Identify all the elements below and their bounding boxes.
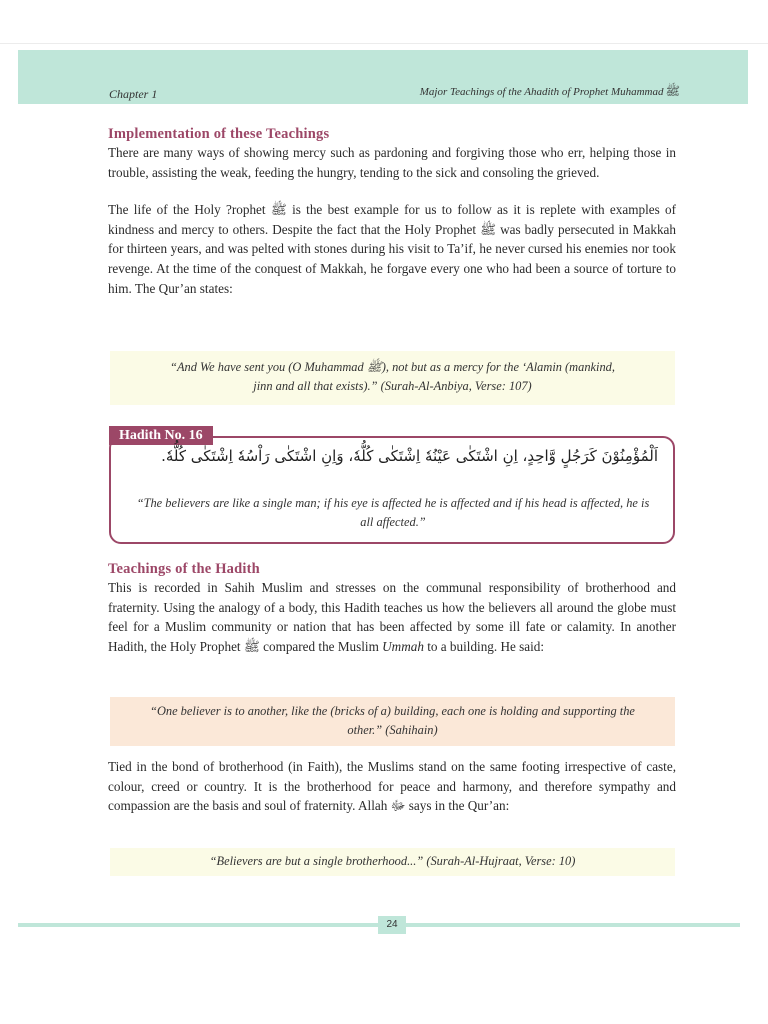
implementation-section (108, 126, 676, 298)
implementation-paragraph-1: There are many ways of showing mercy such as pardoning and forgiving those who err, helping those in trouble, assisting the weak, feeding the hungry, tending to the sick and consoling the grieved. (108, 145, 676, 180)
book-title-text: Major Teachings of the Ahadith of Prophet Muhammad (419, 86, 664, 98)
quran-quote-anbiya: “And We have sent you (O Muhammad ﷺ), not but as a mercy for the ‘Alamin (mankind, jinn and all that exists).” (Surah-Al-Anbiya, Verse: 107) (110, 351, 675, 405)
teachings-paragraph-1 (108, 578, 676, 656)
hadith-arabic-text: اَلْمُؤْمِنُوْنَ كَرَجُلٍ وَّاحِدٍ، اِنِ اشْتَكٰى عَيْنُهٗ اِشْتَكٰى كُلُّهٗ، وَاِنِ اشْتَكٰى رَاْسُهٗ اِشْتَكٰى كُلُّهٗ. (161, 447, 658, 465)
ummah-term: Ummah (382, 638, 424, 654)
book-title (420, 84, 680, 101)
hadith-number-tab: Hadith No. 16 (109, 426, 213, 445)
implementation-paragraph-2: The life of the Holy ?rophet ﷺ is the best example for us to follow as it is replete with examples of kindness and mercy to others. Despite the fact that the Holy Prophet ﷺ was badly persecuted in Makkah for thirteen years, and was pelted with stones during his visit to Ta’if, he never cursed his enemies nor took revenge. At the time of the conquest of Makkah, he forgave every one who had been a source of torture to him. The Qur’an states: (108, 202, 677, 296)
teachings-section (108, 561, 676, 656)
pbuh-glyph: ﷺ (665, 84, 680, 98)
page-header (18, 50, 748, 104)
hadith-quote-sahihain: “One believer is to another, like the (bricks of a) building, each one is holding and supporting the other.” (Sahihain) (110, 697, 675, 746)
page-top-edge (0, 43, 768, 44)
teachings-heading: Teachings of the Hadith (108, 561, 260, 577)
brotherhood-section (108, 757, 676, 816)
chapter-label: Chapter 1 (109, 87, 158, 101)
page-number: 24 (378, 916, 406, 934)
quran-quote-hujraat: “Believers are but a single brotherhood...” (Surah-Al-Hujraat, Verse: 10) (110, 848, 675, 876)
implementation-heading: Implementation of these Teachings (108, 126, 330, 142)
hadith-translation: “The believers are like a single man; if his eye is affected he is affected and if his head is affected, he is all affected.” (136, 496, 650, 529)
teachings-paragraph-1-end: to a building. He said: (427, 638, 545, 654)
brotherhood-paragraph: Tied in the bond of brotherhood (in Faith), the Muslims stand on the same footing irrespective of caste, colour, creed or country. It is the brotherhood for peace and harmony, and therefore sympathy and compassion are the basis and soul of fraternity. Allah ﷻ says in the Qur’an: (108, 759, 676, 814)
teachings-paragraph-1-text: This is recorded in Sahih Muslim and stresses on the communal responsibility of brotherhood and fraternity. Using the analogy of a body, this Hadith teaches us how the believers all around the globe must feel for a Muslim community or nation that has been affected by some ill fate or calamity. In another Hadith, the Holy Prophet ﷺ compared the Muslim (108, 580, 676, 654)
